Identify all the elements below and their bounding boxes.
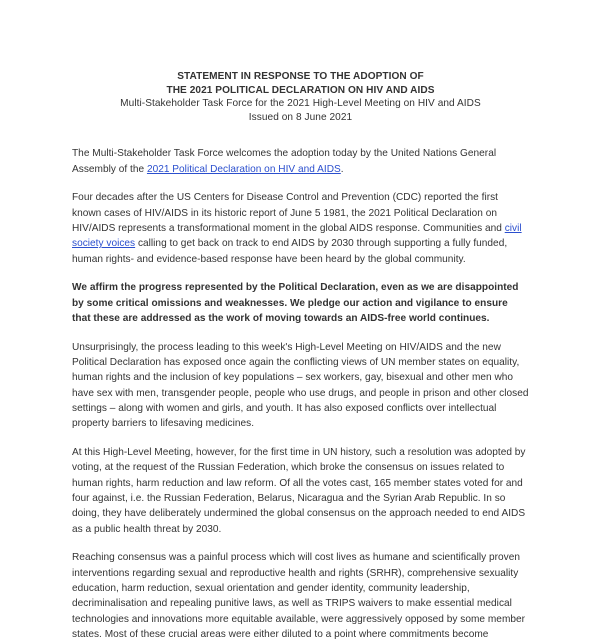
title-line-1: STATEMENT IN RESPONSE TO THE ADOPTION OF [177,71,424,82]
paragraph-four-decades [72,190,529,266]
link-civil-society-voices[interactable]: civil society voices [72,223,522,250]
paragraph-four-decades-text-before: Four decades after the US Centers for Disease Control and Prevention (CDC) reported the first known cases of HIV/AIDS in its historic report of June 5 1981, the 2021 Political Declaration on HIV/AIDS represents a transformational moment in the global AIDS response. Communities and [72,192,505,235]
title-line-4-issue-date: Issued on 8 June 2021 [248,111,353,123]
paragraph-welcome-text-before: The Multi-Stakeholder Task Force welcomes the adoption today by the United Nations General Assembly of the [72,148,497,175]
paragraph-reaching-consensus: Reaching consensus was a painful process which will cost lives as humane and scientifically proven interventions regarding sexual and reproductive health and rights (SRHR), comprehensive sexuality education, harm reduction, sexual orientation and gender identity, community leadership, decriminalisation and repealing punitive laws, as well as TRIPS waivers to make essential medical technologies and innovations more equitable available, were aggressively opposed by some member states. Most of these crucial areas were either diluted to a point where commitments become [72,552,526,640]
title-line-2: THE 2021 POLITICAL DECLARATION ON HIV AND AIDS [166,84,435,96]
paragraph-unsurprisingly: Unsurprisingly, the process leading to this week's High-Level Meeting on HIV/AIDS and the new Political Declaration has exposed once again the conflicting views of UN member states on equality, human rights and the inclusion of key populations – sex workers, gay, bisexual and other men who have sex with men, transgender people, people who use drugs, and people in prison and other closed settings – along with women and girls, and youth. It has also exposed conflicts over intellectual property barriers to lifesaving medicines. [72,341,529,430]
title-line-3-subtitle: Multi-Stakeholder Task Force for the 2021 High-Level Meeting on HIV and AIDS [120,98,481,110]
paragraph-affirmation-bold: We affirm the progress represented by the Political Declaration, even as we are disappointed by some critical omissions and weaknesses. We pledge our action and vigilance to ensure that these are addressed as the work of moving towards an AIDS-free world continues. [72,282,519,325]
paragraph-welcome-text-after: . [340,163,344,175]
paragraph-four-decades-text-after: calling to get back on track to end AIDS by 2030 through supporting a fully funded, human rights- and evidence-based response have been heard by the global community. [72,238,508,265]
paragraph-welcome [72,146,529,177]
paragraph-high-level-meeting-vote: At this High-Level Meeting, however, for the first time in UN history, such a resolution was adopted by voting, at the request of the Russian Federation, which broke the consensus on issues related to human rights, harm reduction and law reform. Of all the votes cast, 165 member states voted for and four against, i.e. the Russian Federation, Belarus, Nicaragua and the Syrian Arab Republic. In so doing, they have deliberately undermined the global consensus on the approach needed to end AIDS as a public health threat by 2030. [72,447,526,535]
link-2021-political-declaration[interactable]: 2021 Political Declaration on HIV and AIDS [146,163,341,175]
document-content [72,70,529,642]
document-title-block [72,70,529,124]
